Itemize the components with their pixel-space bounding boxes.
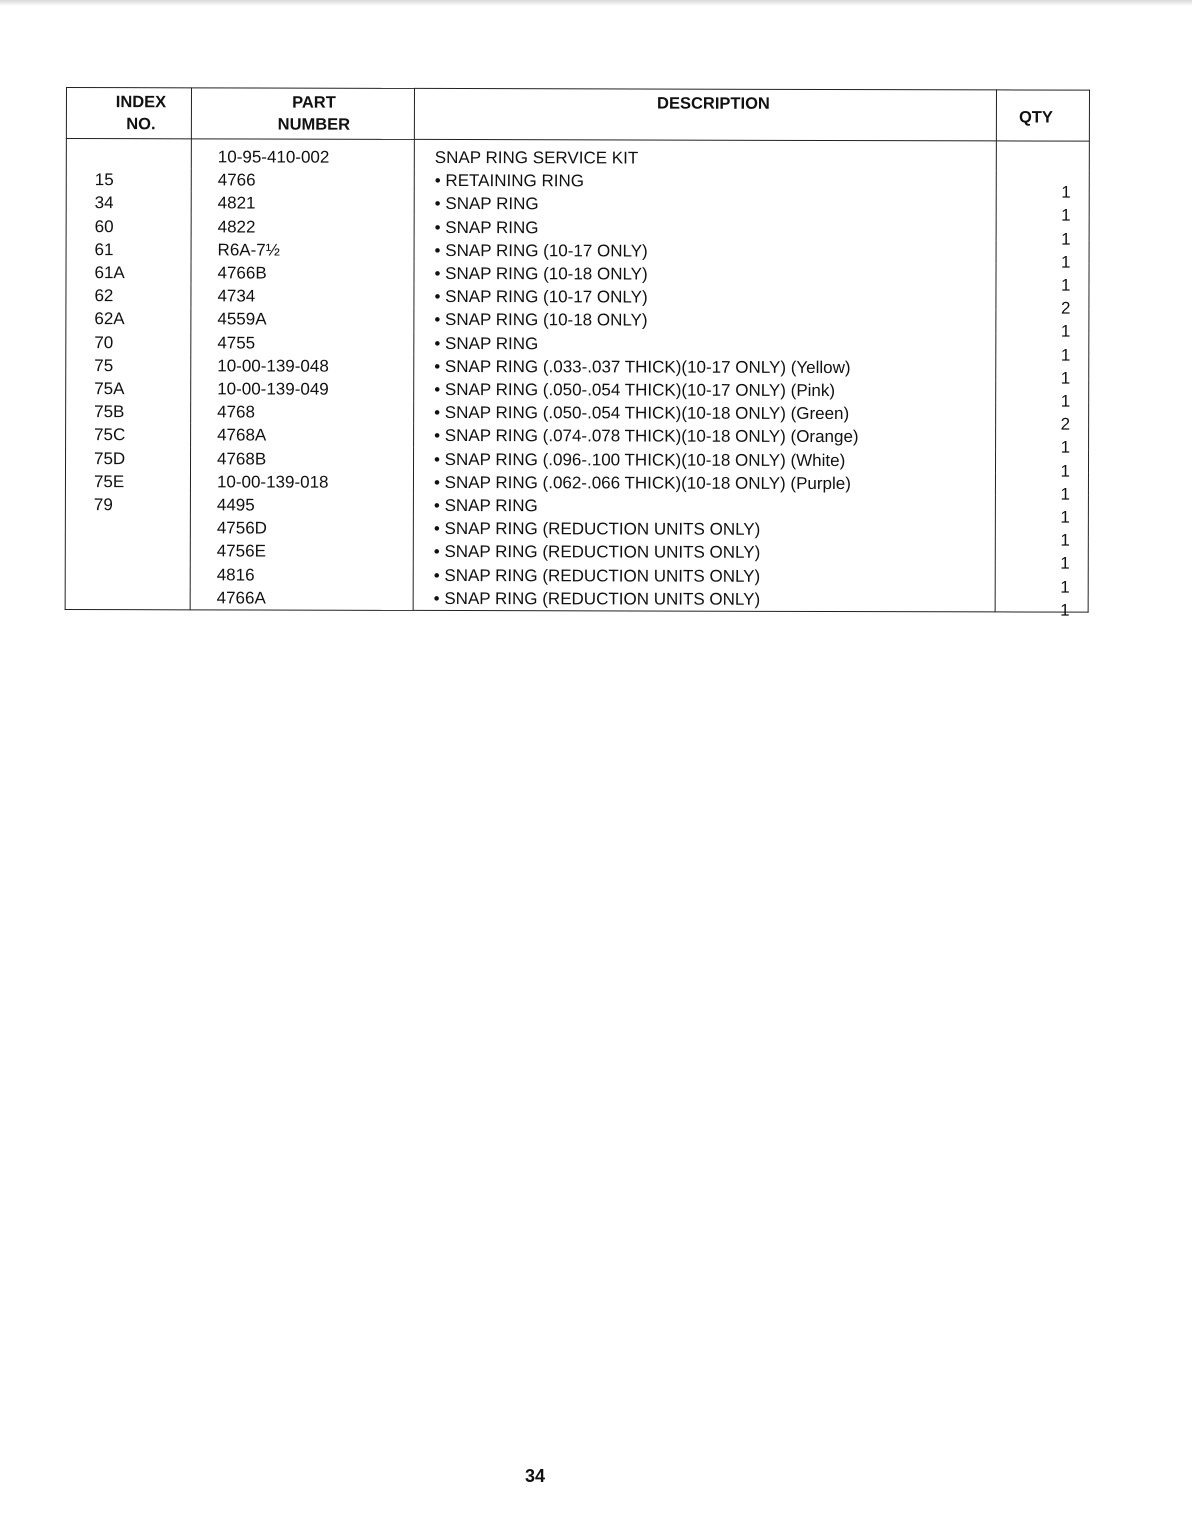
part-number-cell: 4821	[191, 192, 414, 216]
part-number-cell: 10-00-139-048	[191, 354, 414, 378]
part-number-cell: 4755	[191, 331, 414, 355]
description-cell: • SNAP RING	[414, 332, 996, 357]
header-index-line1: INDEX	[115, 93, 167, 112]
index-cell: 70	[66, 331, 191, 355]
header-index-line2: NO.	[126, 115, 156, 134]
qty-cell: 1	[996, 366, 1089, 389]
table-row	[66, 400, 1089, 426]
part-number-cell: 4766A	[190, 586, 413, 610]
index-cell	[65, 586, 190, 610]
index-cell	[65, 539, 190, 563]
index-cell: 79	[65, 493, 190, 517]
description-cell: • SNAP RING	[414, 216, 996, 241]
table-row	[65, 516, 1088, 542]
table-row	[65, 586, 1088, 612]
index-cell: 75E	[65, 470, 190, 494]
qty-cell: 1	[995, 552, 1088, 575]
qty-cell: 1	[996, 227, 1089, 250]
description-cell: • SNAP RING (REDUCTION UNITS ONLY)	[413, 587, 995, 612]
description-cell: • SNAP RING (REDUCTION UNITS ONLY)	[413, 517, 995, 542]
index-cell	[65, 563, 190, 587]
description-cell: • SNAP RING	[413, 494, 995, 519]
index-cell: 75A	[66, 377, 191, 401]
table-row	[66, 377, 1089, 403]
index-cell: 75C	[66, 423, 191, 447]
header-description: DESCRIPTION	[414, 88, 996, 141]
page-number: 34	[525, 1466, 546, 1486]
header-index	[66, 88, 191, 139]
table-row	[66, 284, 1089, 310]
part-number-cell: 4816	[190, 563, 413, 587]
qty-cell: 2	[996, 413, 1089, 436]
header-part-line1: PART	[292, 93, 336, 112]
table-row	[66, 139, 1089, 171]
qty-cell: 1	[996, 273, 1089, 296]
qty-cell: 1	[996, 181, 1089, 204]
table-row	[65, 539, 1088, 565]
description-cell: • SNAP RING (.050-.054 THICK)(10-17 ONLY) (Pink)	[414, 378, 996, 403]
index-cell: 62	[66, 284, 191, 308]
description-cell: • SNAP RING (.096-.100 THICK)(10-18 ONLY) (White)	[413, 448, 995, 473]
part-number-cell: 4559A	[191, 308, 414, 332]
description-cell: • SNAP RING (REDUCTION UNITS ONLY)	[413, 564, 995, 589]
index-cell: 34	[66, 191, 191, 215]
qty-cell: 1	[995, 598, 1088, 622]
index-cell: 75B	[66, 400, 191, 424]
description-cell: • SNAP RING (10-18 ONLY)	[414, 262, 996, 287]
qty-cell: 1	[996, 389, 1089, 412]
description-cell: • SNAP RING (REDUCTION UNITS ONLY)	[413, 540, 995, 565]
table-row	[66, 191, 1089, 217]
part-number-cell: 4768	[191, 401, 414, 425]
qty-cell: 1	[996, 204, 1089, 227]
index-cell: 75	[66, 354, 191, 378]
parts-table	[65, 87, 1090, 620]
qty-cell: 2	[996, 297, 1089, 320]
part-number-cell: 4768B	[190, 447, 413, 471]
part-number-cell: 10-00-139-049	[191, 377, 414, 401]
table-row	[66, 307, 1089, 333]
part-number-cell: 4756D	[190, 517, 413, 541]
index-cell: 61A	[66, 261, 191, 285]
table-row	[65, 447, 1088, 473]
table-row	[66, 331, 1089, 357]
table-row	[66, 238, 1089, 264]
qty-cell: 1	[996, 250, 1089, 273]
part-number-cell: 4822	[191, 215, 414, 239]
table-row	[66, 354, 1089, 380]
part-number-cell: 4734	[191, 285, 414, 309]
description-cell: • SNAP RING (.062-.066 THICK)(10-18 ONLY) (Purple)	[413, 471, 995, 496]
qty-cell	[996, 151, 1089, 181]
table-row	[66, 423, 1089, 449]
table-row	[65, 470, 1088, 496]
qty-cell: 1	[996, 343, 1089, 366]
description-cell: • SNAP RING (10-17 ONLY)	[414, 285, 996, 310]
part-number-cell: 10-95-410-002	[191, 139, 414, 169]
qty-cell: 1	[995, 575, 1088, 598]
index-cell	[65, 516, 190, 540]
part-number-cell: 4768A	[191, 424, 414, 448]
part-number-cell: 4766B	[191, 261, 414, 285]
scan-edge	[0, 0, 1192, 6]
index-cell: 62A	[66, 307, 191, 331]
qty-cell: 1	[996, 436, 1089, 459]
table-row	[66, 215, 1089, 241]
qty-cell: 1	[995, 505, 1088, 528]
header-part	[191, 88, 414, 140]
qty-cell: 1	[995, 459, 1088, 482]
description-cell: • RETAINING RING	[414, 169, 996, 194]
part-number-cell: 4756E	[190, 540, 413, 564]
index-cell: 15	[66, 168, 191, 192]
qty-cell: 1	[996, 320, 1089, 343]
table-row	[66, 168, 1089, 194]
index-cell: 61	[66, 238, 191, 262]
index-cell: 75D	[65, 447, 190, 471]
description-cell: • SNAP RING (.074-.078 THICK)(10-18 ONLY) (Orange)	[414, 424, 996, 449]
part-number-cell: 4495	[190, 493, 413, 517]
index-cell	[66, 139, 191, 169]
index-cell: 60	[66, 215, 191, 239]
qty-cell: 1	[995, 482, 1088, 505]
part-number-cell: 10-00-139-018	[190, 470, 413, 494]
qty-cell: 1	[995, 529, 1088, 552]
table-row	[65, 563, 1088, 589]
description-cell: • SNAP RING (.050-.054 THICK)(10-18 ONLY) (Green)	[414, 401, 996, 426]
description-cell: SNAP RING SERVICE KIT	[414, 139, 996, 170]
description-cell: • SNAP RING (.033-.037 THICK)(10-17 ONLY) (Yellow)	[414, 355, 996, 380]
table-row	[66, 261, 1089, 287]
description-cell: • SNAP RING (10-18 ONLY)	[414, 308, 996, 333]
header-row	[66, 88, 1089, 142]
part-number-cell: 4766	[191, 169, 414, 193]
table-row	[65, 493, 1088, 519]
description-cell: • SNAP RING	[414, 192, 996, 217]
part-number-cell: R6A-7½	[191, 238, 414, 262]
header-qty: QTY	[996, 90, 1089, 141]
header-part-line2: NUMBER	[277, 115, 351, 134]
description-cell: • SNAP RING (10-17 ONLY)	[414, 239, 996, 264]
